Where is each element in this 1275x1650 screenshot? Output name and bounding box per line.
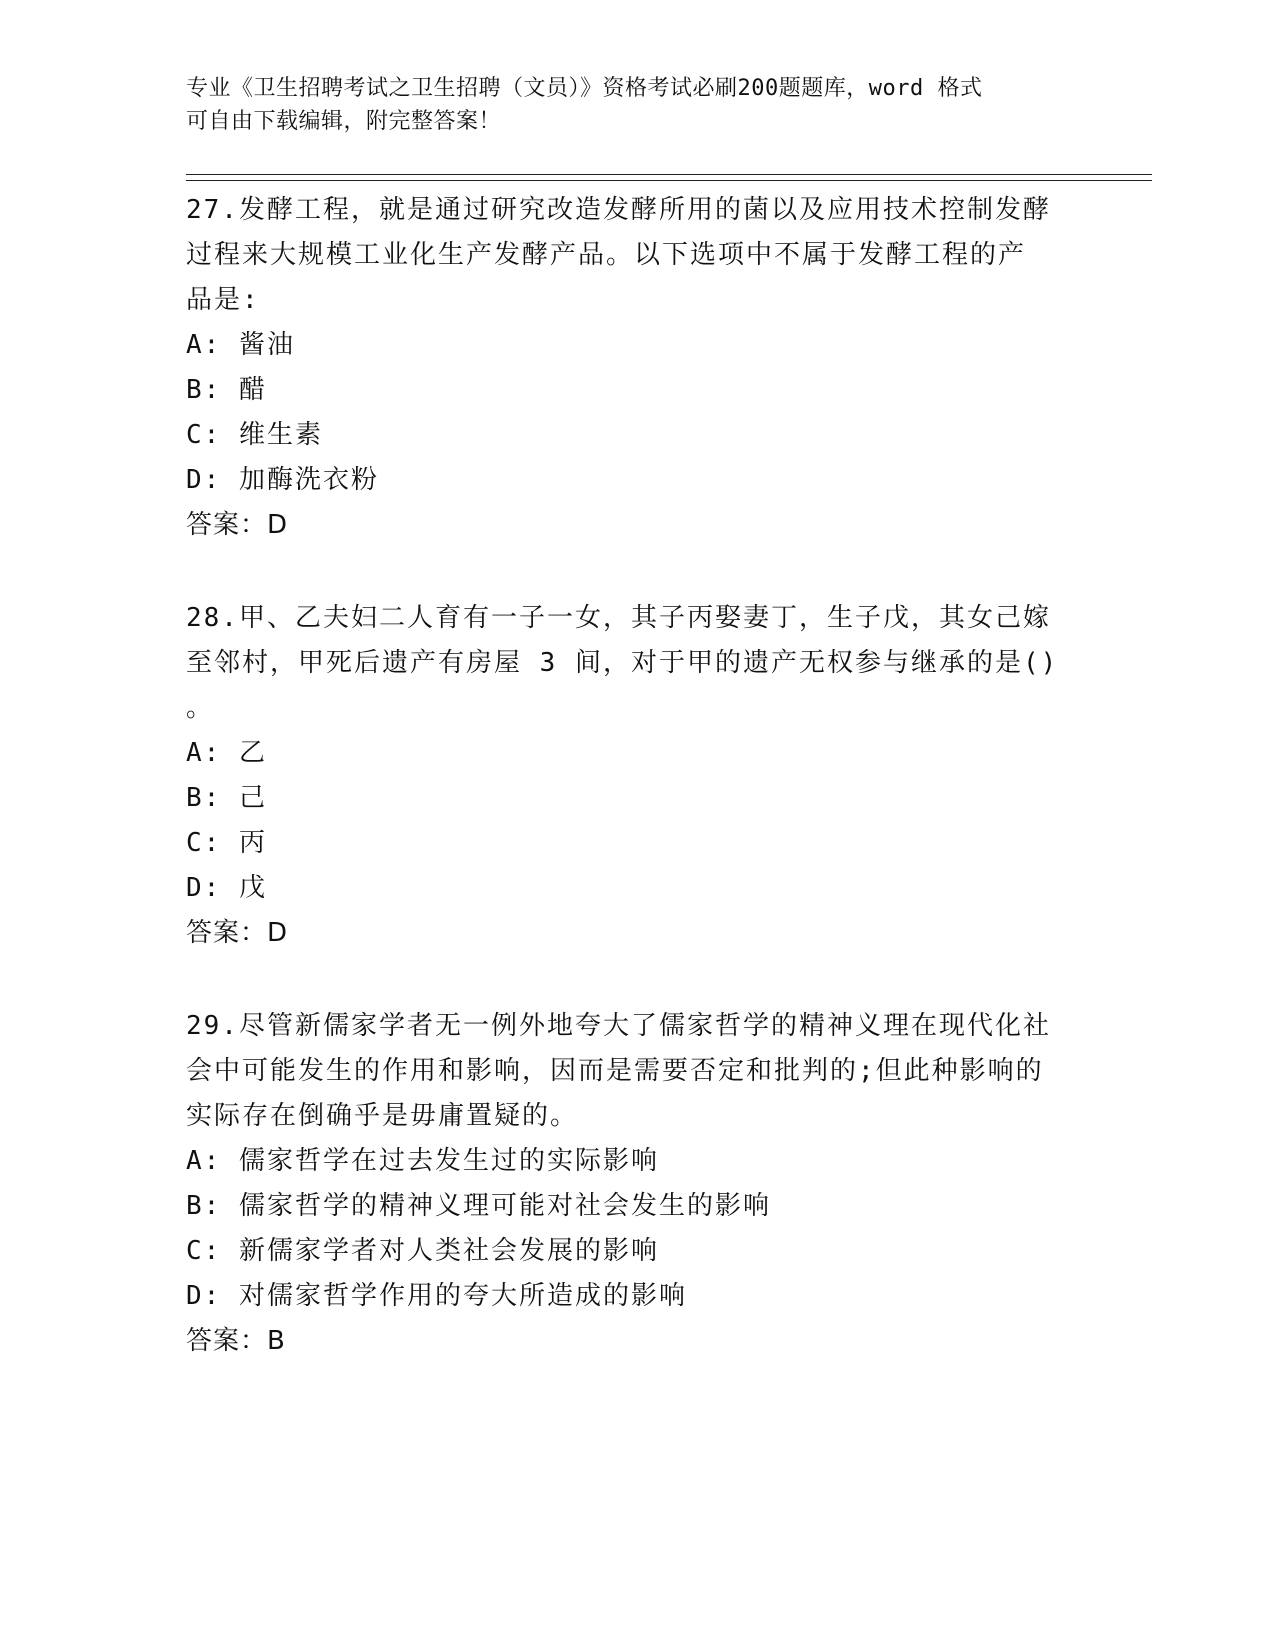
option-c: C: 丙 [186,828,267,858]
document-header [186,72,1066,138]
option-d: D: 加酶洗衣粉 [186,465,379,495]
question-stem-line: 品是: [186,285,260,315]
question-stem-line: 至邻村，甲死后遗产有房屋 3 间，对于甲的遗产无权参与继承的是() [186,648,1059,678]
option-c: C: 维生素 [186,420,323,450]
option-b: B: 己 [186,783,267,813]
question-stem-line: 过程来大规模工业化生产发酵产品。以下选项中不属于发酵工程的产 [186,240,1027,270]
question-27 [186,188,1066,548]
question-stem-line: 。 [186,693,215,723]
answer-label: 答案：D [186,918,289,948]
option-a: A: 儒家哲学在过去发生过的实际影响 [186,1146,659,1176]
answer-label: 答案：B [186,1326,286,1356]
question-28 [186,596,1066,956]
question-stem [186,188,1066,323]
question-29 [186,1004,1066,1364]
option-c: C: 新儒家学者对人类社会发展的影响 [186,1236,659,1266]
option-d: D: 戊 [186,873,267,903]
option-a: A: 酱油 [186,330,295,360]
question-stem [186,1004,1066,1139]
header-line-1: 专业《卫生招聘考试之卫生招聘（文员）》资格考试必刷200题题库，word 格式 [186,76,983,101]
option-b: B: 儒家哲学的精神义理可能对社会发生的影响 [186,1191,771,1221]
option-a: A: 乙 [186,738,267,768]
question-stem-line: 27.发酵工程，就是通过研究改造发酵所用的菌以及应用技术控制发酵 [186,195,1051,225]
option-d: D: 对儒家哲学作用的夸大所造成的影响 [186,1281,687,1311]
question-stem-line: 28.甲、乙夫妇二人育有一子一女，其子丙娶妻丁，生子戊，其女己嫁 [186,603,1051,633]
header-divider-bottom [186,180,1152,181]
question-stem-line: 会中可能发生的作用和影响，因而是需要否定和批判的;但此种影响的 [186,1056,1044,1086]
question-stem [186,596,1066,731]
header-divider-top [186,174,1152,175]
question-stem-line: 实际存在倒确乎是毋庸置疑的。 [186,1101,579,1131]
header-line-2: 可自由下载编辑，附完整答案！ [186,109,502,134]
question-stem-line: 29.尽管新儒家学者无一例外地夸大了儒家哲学的精神义理在现代化社 [186,1011,1051,1041]
answer-label: 答案：D [186,510,289,540]
option-b: B: 醋 [186,375,267,405]
